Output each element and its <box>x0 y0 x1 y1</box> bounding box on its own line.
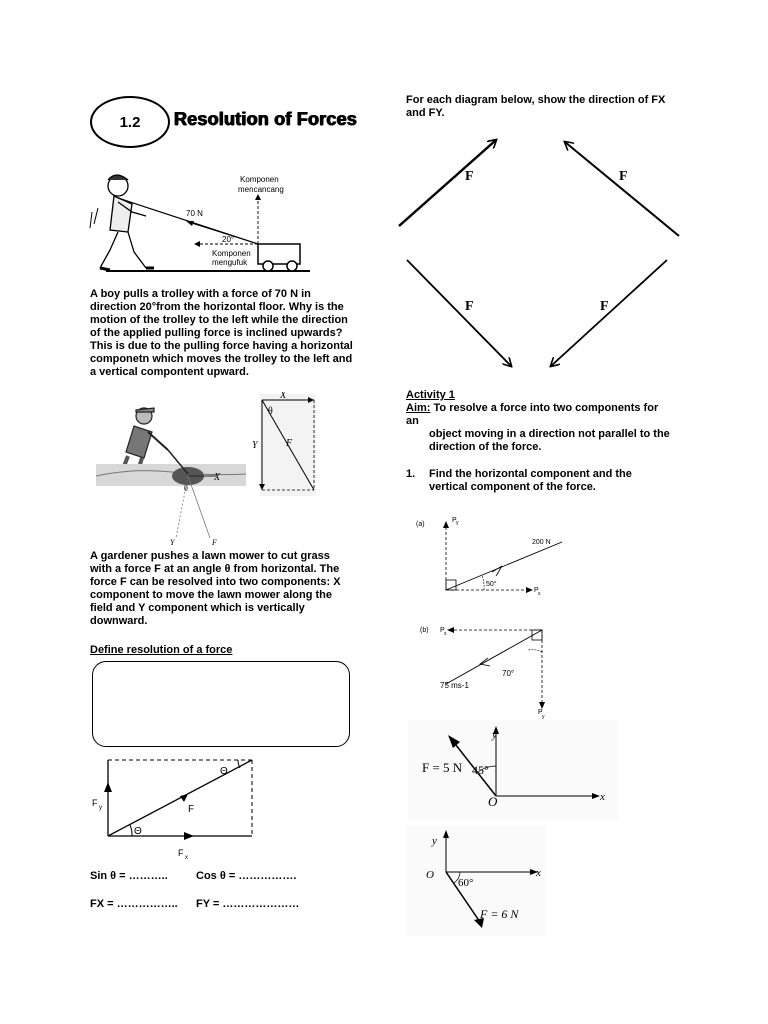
diagram-a-px-sub: x <box>538 591 541 597</box>
fy-label: F <box>92 798 98 808</box>
section-number: 1.2 <box>119 113 141 131</box>
mower-line-6: downward. <box>90 615 148 627</box>
right-intro <box>406 94 696 120</box>
diagram-a-py-label: P <box>452 517 457 524</box>
define-heading: Define resolution of a force <box>90 644 233 656</box>
diagram-b-py-sub: y <box>542 714 545 720</box>
resolution-diagram <box>88 752 258 862</box>
force-label-1: F <box>465 169 474 184</box>
mower-paragraph <box>90 550 365 628</box>
diagram-b-angle-label: 70° <box>502 669 515 678</box>
diagram-b <box>410 618 570 720</box>
fx-sub-label: x <box>185 855 188 861</box>
diagram-c-angle-label: 45° <box>472 763 489 777</box>
force-label: 70 N <box>186 209 203 218</box>
arrow-up-right <box>399 140 496 226</box>
trolley-paragraph <box>90 288 365 379</box>
trolley-line-3: motion of the trolley to the left while the direction <box>90 314 348 326</box>
diagram-d <box>406 826 546 936</box>
aim-text: To resolve a force into two components for <box>430 402 659 414</box>
trolley-illustration <box>88 168 314 276</box>
inset-y-label: Y <box>252 440 258 451</box>
diagram-a-py-sub: y <box>456 520 459 526</box>
four-force-arrows <box>395 134 685 370</box>
force-label-3: F <box>465 299 474 314</box>
theta-top-label: Θ <box>220 766 228 777</box>
diagram-c <box>408 720 618 820</box>
aim-line-3: object moving in a direction not parallel to the <box>429 428 670 440</box>
mower-line-4: component to move the lawn mower along the <box>90 589 333 601</box>
lawn-mower-illustration <box>92 392 320 547</box>
aim-line-4: direction of the force. <box>429 441 542 453</box>
mower-line-3: force F can be resolved into two components: X <box>90 576 341 588</box>
diagram-c-origin-label: O <box>488 794 498 809</box>
activity-heading: Activity 1 <box>406 389 455 401</box>
diagram-a-tag: (a) <box>416 521 425 528</box>
fy-sub-label: y <box>99 805 102 811</box>
right-intro-line-1: For each diagram below, show the direction of FX <box>406 94 666 106</box>
arrow-up-left <box>565 142 679 236</box>
mower-y-label: Y <box>170 538 175 547</box>
mower-line-1: A gardener pushes a lawn mower to cut grass <box>90 550 330 562</box>
page-title: Resolution of Forces <box>174 109 358 129</box>
horizontal-label-2: mengufuk <box>212 258 248 267</box>
diagram-b-force-line <box>446 630 542 684</box>
trolley-line-6: componetn which moves the trolley to the left and <box>90 353 353 365</box>
force-arrowhead <box>186 221 194 226</box>
diagram-b-tag: (b) <box>420 627 429 634</box>
diagram-d-force-label: F = 6 N <box>480 907 519 921</box>
cos-formula: Cos θ = ……………. <box>196 870 297 882</box>
diagram-a-angle-label: 50° <box>486 581 497 588</box>
trolley-line-2: direction 20°from the horizontal floor. Why is the <box>90 301 344 313</box>
diagram-b-force-label: 75 ms-1 <box>440 681 469 690</box>
diagram-c-force-label: F = 5 N <box>422 760 463 775</box>
mower-x-label: X <box>214 472 221 483</box>
question-text <box>429 468 709 494</box>
aim-label: Aim: <box>406 402 431 414</box>
diagram-c-y-label: y <box>492 729 497 741</box>
diagram-d-angle-label: 60° <box>458 877 474 889</box>
force-diagonal <box>108 760 252 836</box>
trolley-line-7: a vertical compontent upward. <box>90 366 249 378</box>
force-label-4: F <box>600 299 609 314</box>
diagram-c-x-label: x <box>600 791 605 803</box>
question-line-1: Find the horizontal component and the <box>429 468 632 480</box>
angle-label: 20° <box>222 235 235 244</box>
arrow-down-right <box>407 260 511 366</box>
definition-answer-box[interactable] <box>92 661 350 747</box>
diagram-b-py-label: P <box>538 709 543 716</box>
question-line-2: vertical component of the force. <box>429 481 596 493</box>
sin-formula: Sin θ = ……….. <box>90 870 168 882</box>
aim-line-2: an <box>406 415 419 427</box>
diagram-d-origin-label: O <box>426 869 434 881</box>
diagram-a-force-label: 200 N <box>532 539 551 546</box>
trolley-line-5: This is due to the pulling force having a horizontal <box>90 340 353 352</box>
question-number: 1. <box>406 468 416 480</box>
fy-formula: FY = ………………… <box>196 898 300 910</box>
diagram-a-px-label: P <box>534 587 539 594</box>
horizontal-label-1: Komponen <box>212 249 251 258</box>
theta-bottom-label: Θ <box>134 826 142 837</box>
trolley-cart <box>258 244 300 271</box>
boy-figure <box>90 175 154 270</box>
mower-theta-label: θ <box>184 484 188 493</box>
inset-theta-label: θ <box>268 406 273 417</box>
diagram-d-x-label: x <box>536 867 541 879</box>
activity-aim <box>406 402 706 415</box>
diagram-a <box>410 512 570 600</box>
section-number-oval <box>90 96 170 148</box>
mower-f-label: F <box>212 538 217 547</box>
f-label: F <box>188 804 195 815</box>
trolley-line-1: A boy pulls a trolley with a force of 70 N in <box>90 288 311 300</box>
mower-line-5: field and Y component which is vertically <box>90 602 305 614</box>
right-intro-line-2: and FY. <box>406 107 445 119</box>
diagram-b-px-label: P <box>440 627 445 634</box>
vertical-label-1: Komponen <box>240 175 279 184</box>
diagram-a-force-line <box>446 542 562 590</box>
fx-formula: FX = …………….. <box>90 898 178 910</box>
arrow-down-left <box>551 260 667 366</box>
diagram-d-y-label: y <box>432 835 437 847</box>
force-label-2: F <box>619 169 628 184</box>
diagram-b-px-sub: x <box>444 631 447 637</box>
mower-line-2: with a force F at an angle θ from horizontal. The <box>90 563 340 575</box>
inset-f-label: F <box>286 438 293 449</box>
inset-x-label: X <box>280 392 287 401</box>
vertical-label-2: mencancang <box>238 185 284 194</box>
trolley-line-4: of the applied pulling force is inclined upwards? <box>90 327 343 339</box>
fx-label: F <box>178 848 184 858</box>
